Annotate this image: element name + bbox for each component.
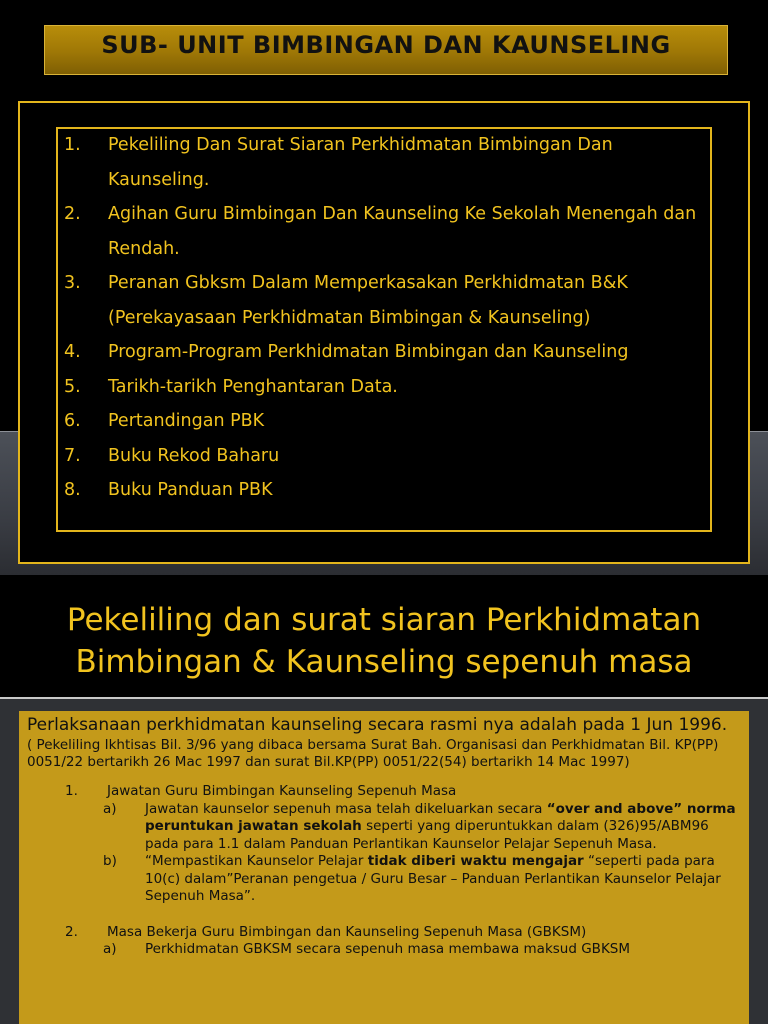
list-text: Jawatan Guru Bimbingan Kaunseling Sepenuh Masa (107, 783, 457, 799)
sub-item-text (145, 801, 741, 854)
text-run: Jawatan kaunselor sepenuh masa telah dikeluarkan secara (145, 800, 547, 817)
list-number: 7. (64, 445, 81, 466)
heading-line: Pekeliling dan surat siaran Perkhidmatan (66, 602, 702, 638)
list-item (64, 439, 704, 474)
text-run: “seperti pada para 10(c) dalam”Peranan pengetua / Guru Besar – Panduan Perlantikan Kaunselor Pelajar Sepenuh Masa”. (145, 853, 721, 904)
list-number: 2. (64, 204, 81, 224)
text-run: “Mempastikan Kaunselor Pelajar (145, 853, 368, 869)
list-number: 1. (65, 783, 78, 799)
slide-2 (0, 575, 768, 1024)
list-item (64, 128, 704, 197)
heading-line: Bimbingan & Kaunseling sepenuh masa (75, 644, 693, 680)
list-text: Program-Program Perkhidmatan Bimbingan dan Kaunseling (108, 342, 629, 362)
list-number: 3. (64, 273, 81, 293)
sub-item-label: a) (103, 800, 117, 817)
slide-2-heading (0, 599, 768, 683)
list-text: Tarikh-tarikh Penghantaran Data. (108, 376, 398, 397)
list-number: 4. (64, 342, 81, 362)
lead-text (27, 714, 741, 736)
list-text: Buku Panduan PBK (108, 480, 273, 500)
bold-text: “over and above” norma peruntukan jawatan sekolah (145, 800, 736, 834)
sub-item-label: b) (103, 853, 117, 869)
list-text: Buku Rekod Baharu (108, 445, 280, 466)
bold-text: tidak diberi waktu mengajar (367, 853, 584, 869)
topics-list (64, 128, 704, 508)
content-box (19, 711, 749, 1024)
list-item (64, 473, 704, 508)
sub-item-text: Perkhidmatan GBKSM secara sepenuh masa membawa maksud GBKSM (145, 941, 631, 957)
lead-period: . (721, 715, 728, 735)
list-text: Peranan Gbksm Dalam Memperkasakan Perkhidmatan B&K (Perekayasaan Perkhidmatan Bimbingan & Kaunseling) (108, 273, 628, 328)
reference-text: ( Pekeliling Ikhtisas Bil. 3/96 yang dibaca bersama Surat Bah. Organisasi dan Perkhidmatan Bil. KP(PP) 0051/22 bertarikh 26 Mac 1997 dan surat Bil.KP(PP) 0051/22(54) bertarikh 14 Mac 1997) (27, 737, 719, 770)
sub-item (27, 941, 741, 959)
list-text: Pekeliling Dan Surat Siaran Perkhidmatan Bimbingan Dan Kaunseling. (108, 135, 613, 190)
list-number: 5. (64, 376, 81, 397)
list-item (27, 924, 741, 942)
list-number: 2. (65, 923, 78, 940)
list-item (64, 335, 704, 370)
list-item (64, 404, 704, 439)
list-item (64, 266, 704, 335)
sub-item-text (145, 853, 741, 906)
spacer (27, 906, 741, 924)
text-run: seperti yang diperuntukkan dalam (326)95/ABM96 pada para 1.1 dalam Panduan Perlantikan Kaunselor Pelajar Sepenuh Masa. (145, 818, 709, 852)
lead-statement: Perlaksanaan perkhidmatan kaunseling secara rasmi nya adalah pada 1 Jun 1996 (27, 715, 722, 735)
sub-item-label: a) (103, 941, 117, 957)
list-item (27, 783, 741, 801)
list-text: Masa Bekerja Guru Bimbingan dan Kaunseling Sepenuh Masa (GBKSM) (107, 923, 587, 940)
list-number: 8. (64, 480, 81, 500)
sub-item (27, 853, 741, 906)
list-number: 1. (64, 135, 81, 155)
list-number: 6. (64, 411, 81, 431)
list-text: Agihan Guru Bimbingan Dan Kaunseling Ke Sekolah Menengah dan Rendah. (108, 204, 697, 259)
sub-item (27, 801, 741, 854)
list-text: Pertandingan PBK (108, 411, 265, 431)
list-item (64, 370, 704, 405)
slide-1-title: SUB- UNIT BIMBINGAN DAN KAUNSELING (101, 31, 671, 59)
slide-1-title-bar (44, 25, 728, 75)
list-item (64, 197, 704, 266)
